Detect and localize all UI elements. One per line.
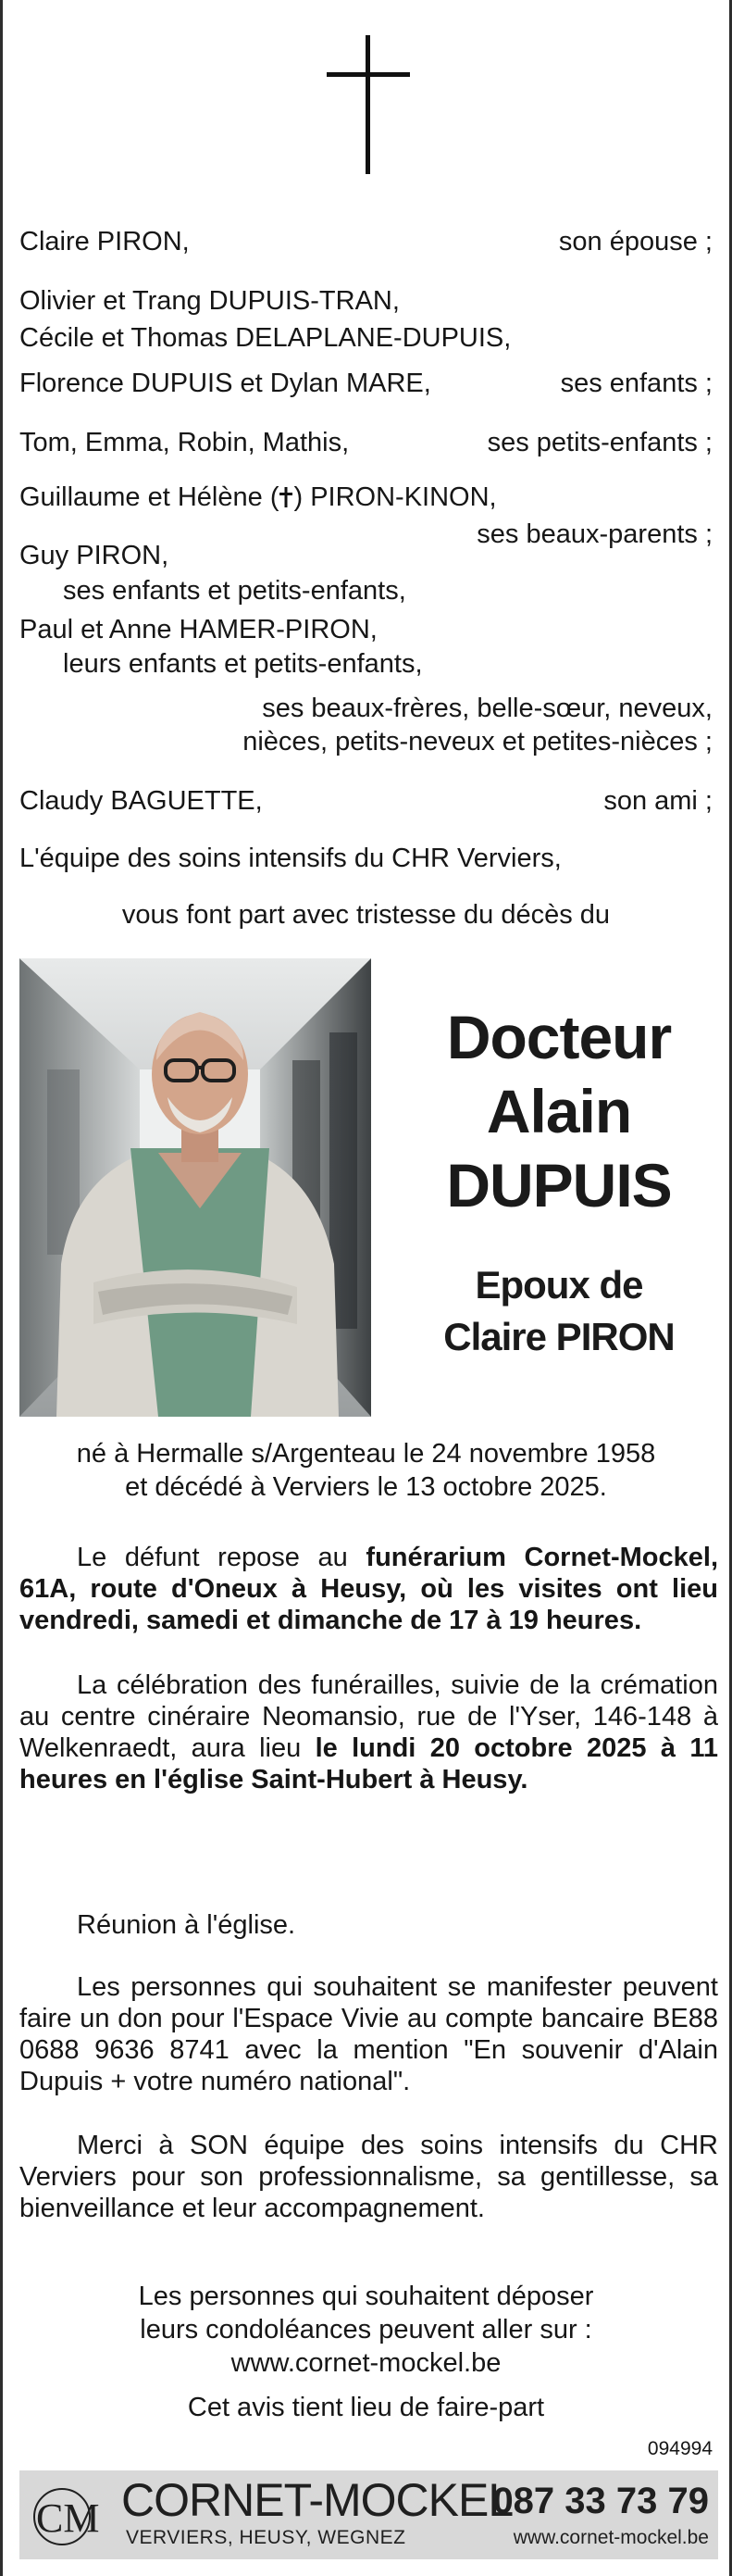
- death-line: et décédé à Verviers le 13 octobre 2025.: [125, 1472, 607, 1502]
- footer-website: www.cornet-mockel.be: [513, 2527, 709, 2548]
- friend-name: Claudy BAGUETTE,: [19, 786, 263, 816]
- brand-locations: VERVIERS, HEUSY, WEGNEZ: [126, 2527, 406, 2548]
- spouse-of-name: Claire PIRON: [443, 1315, 675, 1358]
- cross-icon: [327, 35, 410, 174]
- deceased-title: Docteur: [446, 1003, 672, 1071]
- deceased-first-name: Alain: [486, 1077, 632, 1145]
- child-line-2: Cécile et Thomas DELAPLANE-DUPUIS,: [19, 323, 512, 353]
- guy-piron: Guy PIRON,: [19, 541, 169, 570]
- brand-name: CORNET-MOCKEL: [121, 2474, 514, 2526]
- condolences-line-1: Les personnes qui souhaitent déposer: [138, 2282, 594, 2311]
- paul-anne: Paul et Anne HAMER-PIRON,: [19, 615, 378, 644]
- small-cross-icon: [279, 487, 292, 507]
- spouse-name: Claire PIRON,: [19, 227, 190, 256]
- paragraph-ceremony: La célébration des funérailles, suivie de la crémation au centre cinéraire Neomansio, rue de l'Yser, 146-148 à Welkenraedt, aura lieu le lundi 20 octobre 2025 à 11 heures en l'église Saint-Hubert à Heusy.: [19, 1670, 718, 1794]
- icu-team: L'équipe des soins intensifs du CHR Verviers,: [19, 844, 562, 873]
- paragraph-reunion: Réunion à l'église.: [77, 1910, 296, 1940]
- paragraph-thanks: Merci à SON équipe des soins intensifs du CHR Verviers pour son professionnalisme, sa gentillesse, sa bienveillance et leur accompagnement.: [19, 2131, 718, 2223]
- phone-number: 087 33 73 79: [492, 2481, 709, 2521]
- funeral-home-footer: [19, 2470, 718, 2559]
- portrait-photo: [19, 958, 371, 1417]
- spouse-role: son épouse ;: [558, 227, 713, 256]
- siblings-line-2: nièces, petits-neveux et petites-nièces ;: [242, 727, 713, 757]
- birth-line: né à Hermalle s/Argenteau le 24 novembre 1958: [76, 1439, 656, 1469]
- parents-in-law: Guillaume et Hélène ( ) PIRON-KINON,: [19, 482, 497, 512]
- grandchildren: Tom, Emma, Robin, Mathis,: [19, 428, 350, 457]
- child-line-3: Florence DUPUIS et Dylan MARE,: [19, 369, 431, 398]
- paul-family: leurs enfants et petits-enfants,: [63, 649, 423, 679]
- condolences-line-2: leurs condoléances peuvent aller sur :: [140, 2315, 592, 2345]
- cornet-mockel-logo: [27, 2480, 115, 2552]
- announcement: vous font part avec tristesse du décès du: [121, 900, 611, 930]
- child-line-1: Olivier et Trang DUPUIS-TRAN,: [19, 286, 400, 316]
- grandchildren-role: ses petits-enfants ;: [487, 428, 713, 457]
- parents-in-law-role: ses beaux-parents ;: [477, 519, 713, 549]
- condolences-website: www.cornet-mockel.be: [230, 2348, 502, 2378]
- guy-family: ses enfants et petits-enfants,: [63, 576, 406, 606]
- deceased-last-name: DUPUIS: [446, 1151, 672, 1219]
- paragraph-funerarium: Le défunt repose au funérarium Cornet-Mockel, 61A, route d'Oneux à Heusy, où les visites ont lieu vendredi, samedi et dimanche de 17 à 19 heures.: [19, 1543, 718, 1635]
- svg-text:CM: CM: [36, 2495, 100, 2541]
- children-role: ses enfants ;: [560, 369, 713, 398]
- reference-number: 094994: [647, 2438, 713, 2459]
- paragraph-donation: Les personnes qui souhaitent se manifester peuvent faire un don pour l'Espace Vivie au compte bancaire BE88 0688 9636 8741 avec la mention "En souvenir d'Alain Dupuis + votre numéro national".: [19, 1972, 718, 2096]
- notice-line: Cet avis tient lieu de faire-part: [187, 2393, 545, 2422]
- friend-role: son ami ;: [603, 786, 713, 816]
- siblings-line-1: ses beaux-frères, belle-sœur, neveux,: [262, 694, 713, 723]
- spouse-of-label: Epoux de: [475, 1263, 643, 1307]
